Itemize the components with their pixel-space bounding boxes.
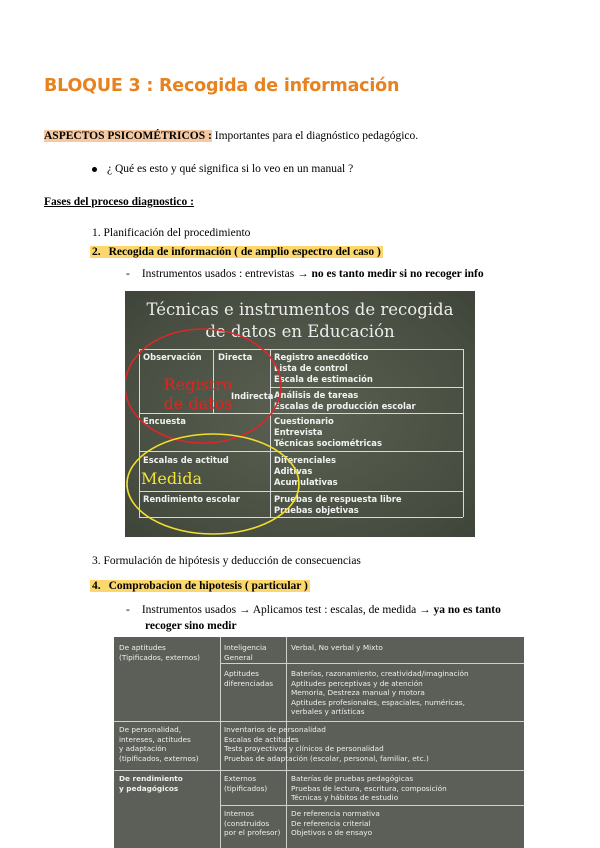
externos-cell: Externos (tipificados) (224, 774, 268, 793)
question-bullet (92, 163, 353, 175)
fase-4-sub-cont (145, 620, 237, 632)
rendimiento-cell: De rendimiento y pedagógicos (119, 774, 183, 793)
rendimiento-label: Rendimiento escolar (143, 494, 240, 504)
fase-2-sub: - Instrumentos usados : entrevistas → no es tanto medir si no recoger info (126, 268, 484, 280)
registro-datos-annotation: Registro de datos (163, 375, 233, 413)
tests-table-image (114, 637, 524, 848)
psicometricos-label: ASPECTOS PSICOMÉTRICOS : (44, 130, 212, 142)
fase-4-sub-plain: Instrumentos usados → Aplicamos test : escalas, de medida → (141, 604, 431, 616)
fase-4-sub-bold1: ya no es tanto (430, 604, 501, 616)
fase-3: 3. Formulación de hipótesis y deducción de consecuencias (92, 555, 361, 567)
board-title-line2: de datos en Educación (205, 322, 395, 341)
psicometricos-line (44, 130, 418, 142)
medida-annotation: Medida (141, 469, 202, 488)
aptitudes-dif-items: Baterías, razonamiento, creatividad/imaginación Aptitudes perceptivas y de atención Memoria, Destreza manual y motora Aptitudes profesionales, espaciales, numéricas, verbales y artísticas (291, 669, 469, 716)
inteligencia-value: Verbal, No verbal y Mixto (291, 643, 383, 652)
internos-items: De referencia normativa De referencia criterial Objetivos o de ensayo (291, 809, 380, 837)
directa-label: Directa (218, 352, 253, 362)
red-circle (125, 329, 281, 443)
externos-items: Baterías de pruebas pedagógicas Pruebas de lectura, escritura, composición Técnicas y hábitos de estudio (291, 774, 447, 802)
indirecta-items: Análisis de tareas Escalas de producción escolar (274, 390, 416, 411)
indirecta-label: Indirecta (231, 391, 274, 401)
rendimiento-items: Pruebas de respuesta libre Pruebas objetivas (274, 494, 402, 515)
escalas-items: Diferenciales Aditivas Acumulativas (274, 455, 338, 487)
escalas-label: Escalas de actitud (143, 455, 229, 465)
fase-4-sub-bold2: recoger sino medir (145, 620, 237, 632)
fase-1: 1. Planificación del procedimiento (92, 227, 251, 239)
fase-2-sub-bold: no es tanto medir si no recoger info (308, 268, 484, 280)
internos-cell: Internos (construidos por el profesor) (224, 809, 281, 837)
inteligencia-cell: Inteligencia General (224, 643, 267, 662)
fase-4 (90, 580, 310, 592)
bullet-dot-icon (92, 167, 97, 172)
observacion-label: Observación (143, 352, 202, 362)
fase-4-number: 4. (92, 580, 101, 592)
directa-items: Registro anecdótico Lista de control Escala de estimación (274, 352, 373, 384)
aptitudes-dif-cell: Aptitudes diferenciadas (224, 669, 274, 688)
personalidad-cell: De personalidad, intereses, actitudes y adaptación (tipificados, externos) (119, 725, 199, 763)
aptitudes-cell: De aptitudes (Tipificados, externos) (119, 643, 201, 662)
annotation-circles (125, 291, 475, 537)
chalkboard-image (125, 291, 475, 537)
fases-heading: Fases del proceso diagnostico : (44, 196, 194, 208)
fase-4-sub: - Instrumentos usados → Aplicamos test : escalas, de medida → ya no es tanto (126, 604, 501, 616)
encuesta-items: Cuestionario Entrevista Técnicas sociométricas (274, 416, 382, 448)
encuesta-label: Encuesta (143, 416, 186, 426)
fase-2-text: Recogida de información ( de amplio espectro del caso ) (101, 246, 383, 258)
yellow-circle (127, 434, 299, 534)
question-text: ¿ Qué es esto y qué significa si lo veo en un manual ? (107, 163, 354, 175)
psicometricos-text: Importantes para el diagnóstico pedagógico. (211, 130, 419, 142)
fase-2-sub-plain: Instrumentos usados : entrevistas → (141, 268, 309, 280)
fase-2-number: 2. (92, 246, 101, 258)
fase-2 (90, 246, 383, 258)
page-title: BLOQUE 3 : Recogida de información (44, 76, 400, 96)
board-title-line1: Técnicas e instrumentos de recogida (146, 300, 454, 319)
personalidad-items: Inventarios de personalidad Escalas de actitudes Tests proyectivos y clínicos de personalidad Pruebas de adaptación (escolar, personal, familiar, etc.) (224, 725, 429, 763)
fase-4-text: Comprobacion de hipotesis ( particular ) (101, 580, 310, 592)
